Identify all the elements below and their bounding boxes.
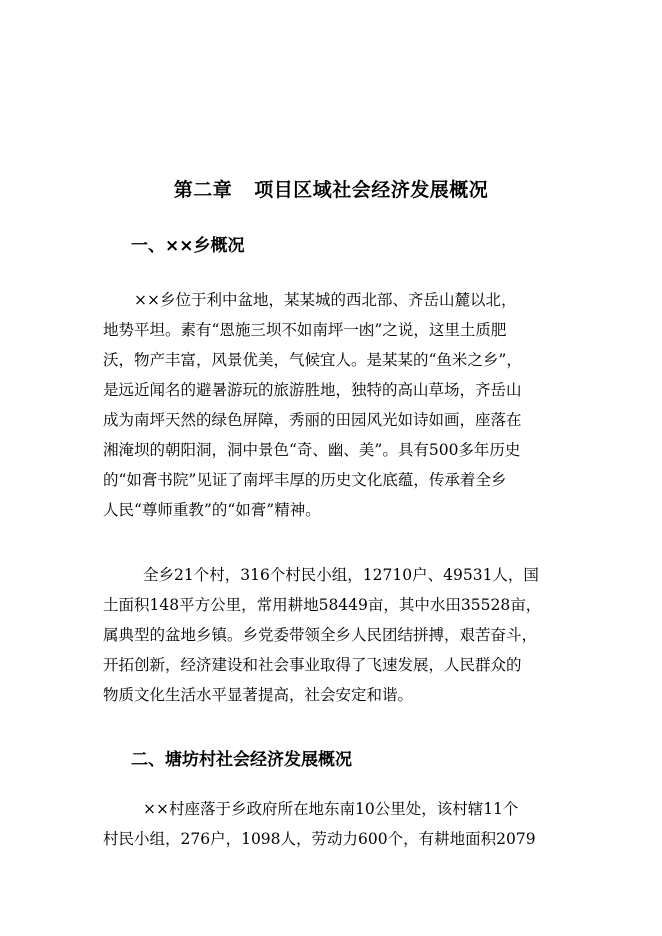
paragraph-line: ××乡位于利中盆地，某某城的西北部、齐岳山麓以北， [134,291,517,309]
section-2-paragraph-1 [103,794,558,854]
paragraph-line: 全乡21个村，316个村民小组，12710户、49531人，国 [143,566,539,584]
paragraph-line: 湘淹坝的朝阳洞，洞中景色“奇、幽、美”。具有500多年历史 [103,441,521,459]
paragraph-line: 的“如膏书院”见证了南坪丰厚的历史文化底蕴，传承着全乡 [103,471,507,489]
paragraph-line: 土面积148平方公里，常用耕地58449亩，其中水田35528亩， [103,596,542,614]
section-heading-2: 二、塘坊村社会经济发展概况 [131,750,352,770]
paragraph-line: 是远近闻名的避暑游玩的旅游胜地，独特的高山草场，齐岳山 [103,381,522,399]
chapter-title [0,176,662,204]
paragraph-line: 属典型的盆地乡镇。乡党委带领全乡人民团结拼搏，艰苦奋斗， [103,626,538,644]
paragraph-line: 物质文化生活水平显著提高，社会安定和谐。 [103,686,414,704]
paragraph-line: 人民“尊师重教”的“如膏”精神。 [103,501,321,519]
section-heading-1: 一、××乡概况 [131,236,245,256]
paragraph-line: 地势平坦。素有“恩施三坝不如南坪一凼”之说，这里土质肥 [103,321,507,339]
paragraph-line: 沃，物产丰富，风景优美，气候宜人。是某某的“鱼米之乡”， [103,351,522,369]
section-1-paragraph-2 [103,560,558,710]
chapter-number: 第二章 [173,179,233,201]
paragraph-line: 开拓创新，经济建设和社会事业取得了飞速发展，人民群众的 [103,656,522,674]
section-1-paragraph-1 [103,285,558,525]
paragraph-line: ××村座落于乡政府所在地东南10公里处，该村辖11个 [143,800,519,818]
paragraph-line: 村民小组，276户，1098人，劳动力600个，有耕地面积2079 [103,830,536,848]
paragraph-line: 成为南坪天然的绿色屏障，秀丽的田园风光如诗如画，座落在 [103,411,522,429]
chapter-title-text: 项目区域社会经济发展概况 [254,179,489,201]
